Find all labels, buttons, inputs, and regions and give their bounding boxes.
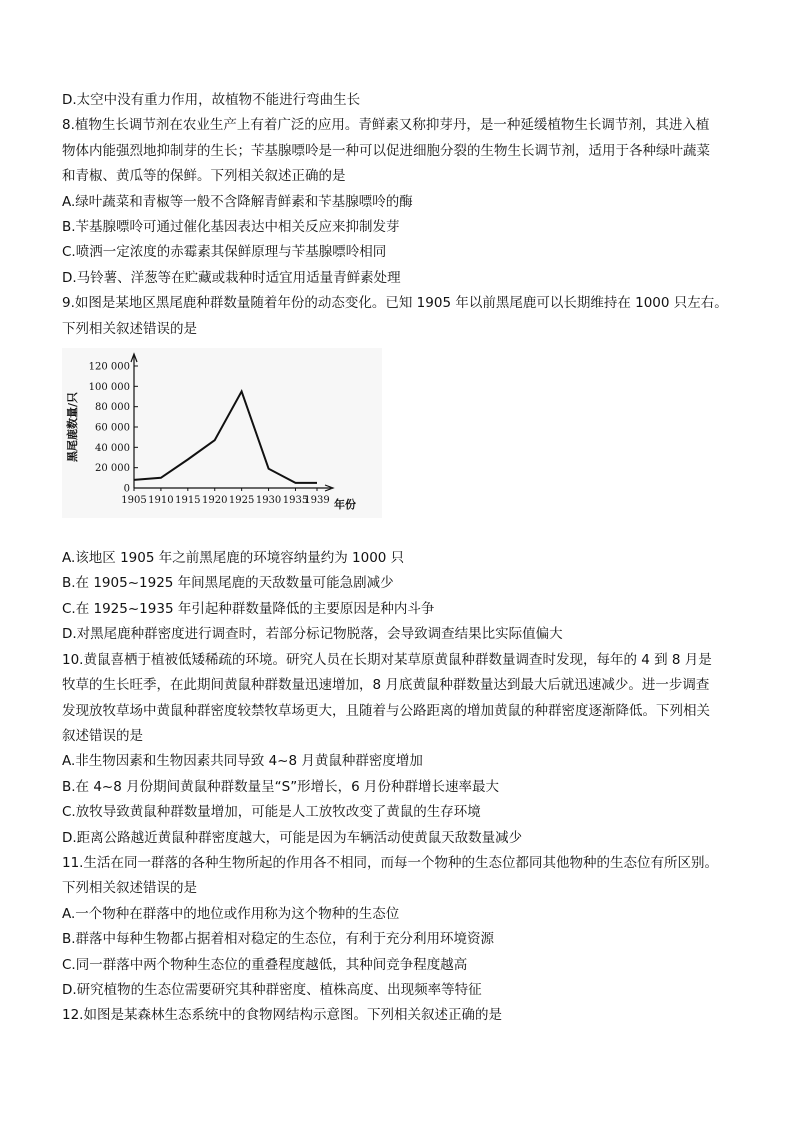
x-tick-label: 1939 bbox=[304, 495, 330, 507]
y-tick-label: 80 000 bbox=[95, 402, 130, 414]
option-9d: D.对黑尾鹿种群密度进行调查时，若部分标记物脱落，会导致调查结果比实际值偏大 bbox=[62, 626, 563, 643]
question-12-line-1: 12.如图是某森林生态系统中的食物网结构示意图。下列相关叙述正确的是 bbox=[62, 1007, 502, 1024]
option-11b: B.群落中每种生物都占据着相对稳定的生态位，有利于充分利用环境资源 bbox=[62, 931, 495, 948]
chart-svg bbox=[62, 348, 382, 518]
option-7d: D.太空中没有重力作用，故植物不能进行弯曲生长 bbox=[62, 92, 361, 108]
x-tick-label: 1930 bbox=[255, 495, 282, 507]
y-axis-label: 黑尾鹿数量/只 bbox=[66, 392, 79, 463]
questions-top bbox=[62, 88, 752, 342]
exam-page bbox=[62, 88, 752, 1029]
question-8-line-3: 和青椒、黄瓜等的保鲜。下列相关叙述正确的是 bbox=[62, 168, 346, 185]
question-10-line-1: 10.黄鼠喜栖于植被低矮稀疏的环境。研究人员在长期对某草原黄鼠种群数量调查时发现，每年的 4 到 8 月是 bbox=[62, 651, 712, 668]
option-8b: B.苄基腺嘌呤可通过催化基因表达中相关反应来抑制发芽 bbox=[62, 219, 400, 236]
question-10-line-2: 牧草的生长旺季，在此期间黄鼠种群数量迅速增加，8 月底黄鼠种群数量达到最大后就迅速减少。进一步调查 bbox=[62, 677, 710, 694]
option-11d: D.研究植物的生态位需要研究其种群密度、植株高度、出现频率等特征 bbox=[62, 981, 482, 998]
y-tick-label: 0 bbox=[123, 483, 130, 495]
y-tick-label: 100 000 bbox=[88, 381, 130, 393]
x-tick-label: 1905 bbox=[121, 495, 147, 507]
option-9c: C.在 1925~1935 年引起种群数量降低的主要原因是种内斗争 bbox=[62, 600, 435, 617]
option-11a: A.一个物种在群落中的地位或作用称为这个物种的生态位 bbox=[62, 905, 400, 922]
deer-population-chart bbox=[62, 348, 382, 518]
option-8a: A.绿叶蔬菜和青椒等一般不含降解青鲜素和苄基腺嘌呤的酶 bbox=[62, 193, 413, 210]
question-10-line-3: 发现放牧草场中黄鼠种群密度较禁牧草场更大，且随着与公路距离的增加黄鼠的种群密度逐渐降低。下列相关 bbox=[62, 702, 710, 719]
series-line bbox=[134, 391, 317, 483]
question-11-line-2: 下列相关叙述错误的是 bbox=[62, 880, 197, 897]
x-axis-label: 年份 bbox=[334, 498, 356, 512]
x-tick-label: 1925 bbox=[228, 495, 255, 507]
option-10c: C.放牧导致黄鼠种群数量增加，可能是人工放牧改变了黄鼠的生存环境 bbox=[62, 804, 481, 821]
x-tick-label: 1935 bbox=[282, 495, 309, 507]
option-9a: A.该地区 1905 年之前黑尾鹿的环境容纳量约为 1000 只 bbox=[62, 550, 405, 567]
option-10a: A.非生物因素和生物因素共同导致 4~8 月黄鼠种群密度增加 bbox=[62, 753, 423, 770]
y-tick-label: 60 000 bbox=[95, 422, 130, 434]
option-10b: B.在 4~8 月份期间黄鼠种群数量呈“S”形增长，6 月份种群增长速率最大 bbox=[62, 778, 500, 795]
question-9-line-1: 9.如图是某地区黑尾鹿种群数量随着年份的动态变化。已知 1905 年以前黑尾鹿可以长期维持在 1000 只左右。 bbox=[62, 295, 728, 312]
x-tick-label: 1910 bbox=[148, 495, 174, 507]
y-tick-label: 120 000 bbox=[88, 361, 130, 373]
option-11c: C.同一群落中两个物种生态位的重叠程度越低，其种间竞争程度越高 bbox=[62, 956, 468, 973]
option-10d: D.距离公路越近黄鼠种群密度越大，可能是因为车辆活动使黄鼠天敌数量减少 bbox=[62, 829, 523, 846]
question-11-line-1: 11.生活在同一群落的各种生物所起的作用各不相同，而每一个物种的生态位都同其他物种的生态位有所区别。 bbox=[62, 854, 718, 871]
x-tick-label: 1915 bbox=[175, 495, 201, 507]
option-8c: C.喷洒一定浓度的赤霉素其保鲜原理与苄基腺嘌呤相同 bbox=[62, 244, 387, 261]
question-10-line-4: 叙述错误的是 bbox=[62, 727, 143, 744]
option-9b: B.在 1905~1925 年间黑尾鹿的天敌数量可能急剧减少 bbox=[62, 575, 394, 592]
y-tick-label: 20 000 bbox=[95, 463, 130, 475]
question-9-line-2: 下列相关叙述错误的是 bbox=[62, 320, 197, 337]
x-tick-label: 1920 bbox=[202, 495, 228, 507]
option-8d: D.马铃薯、洋葱等在贮藏或栽种时适宜用适量青鲜素处理 bbox=[62, 269, 401, 286]
y-tick-label: 40 000 bbox=[95, 442, 130, 454]
question-8-line-2: 物体内能强烈地抑制芽的生长；苄基腺嘌呤是一种可以促进细胞分裂的生物生长调节剂，适用于各种绿叶蔬菜 bbox=[62, 142, 710, 159]
questions-bottom bbox=[62, 546, 752, 1029]
question-8-line-1: 8.植物生长调节剂在农业生产上有着广泛的应用。青鲜素又称抑芽丹，是一种延缓植物生长调节剂，其进入植 bbox=[62, 117, 710, 134]
